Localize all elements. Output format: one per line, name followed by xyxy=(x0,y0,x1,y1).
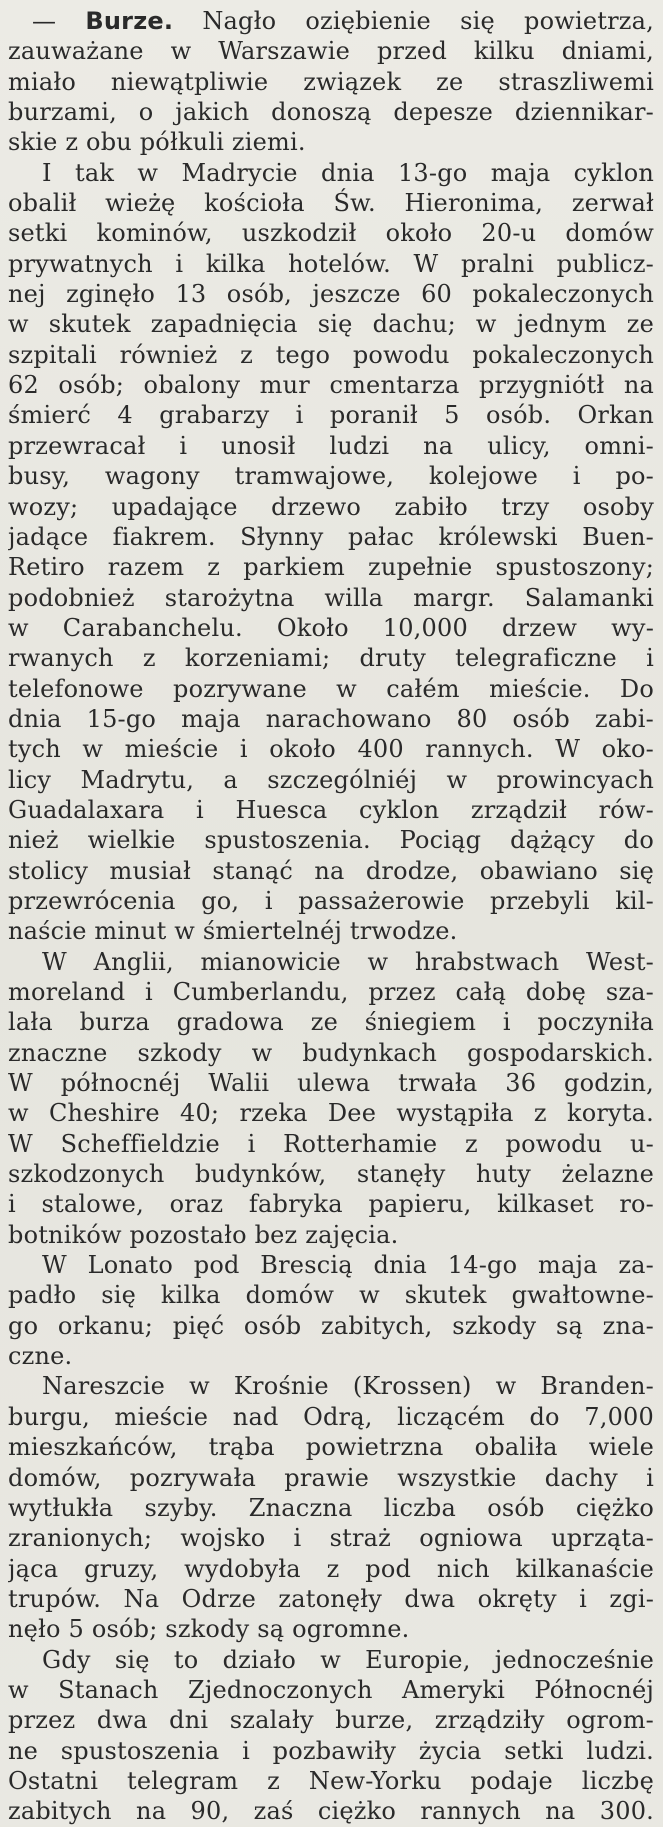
article-line: wozy; upadające drzewo zabiło trzy osoby xyxy=(8,492,654,521)
article-heading: Burze. xyxy=(85,7,174,35)
article-line: jadące fiakrem. Słynny pałac królewski Buen- xyxy=(8,522,654,551)
article-line: w Cheshire 40; rzeka Dee wystąpiła z koryta. xyxy=(8,1099,654,1128)
article-line: burgu, mieście nad Odrą, liczącém do 7,000 xyxy=(8,1402,654,1431)
article-line: nęło 5 osób; szkody są ogromne. xyxy=(8,1615,410,1644)
article-line: stolicy musiał stanąć na drodze, obawiano się xyxy=(8,856,654,885)
article-line: przez dwa dni szalały burze, zrządziły ogrom- xyxy=(8,1706,654,1735)
article-line: miało niewątpliwie związek ze straszliwemi xyxy=(8,67,654,96)
article-line: mieszkańców, trąba powietrzna obaliła wiele xyxy=(8,1433,654,1462)
article-line: naście minut w śmiertelnéj trwodze. xyxy=(8,917,458,946)
article-line: znaczne szkody w budynkach gospodarskich. xyxy=(8,1038,654,1067)
article-line: szpitali również z tego powodu pokaleczonych xyxy=(8,340,654,369)
article-line: w Stanach Zjednoczonych Ameryki Północnéj xyxy=(8,1675,654,1704)
article-line: rwanych z korzeniami; druty telegraficzne i xyxy=(8,644,654,673)
article-line: w skutek zapadnięcia się dachu; w jednym ze xyxy=(8,310,654,339)
article-line: domów, pozrywała prawie wszystkie dachy i xyxy=(8,1463,654,1492)
article-line: busy, wagony tramwajowe, kolejowe i po- xyxy=(8,462,654,491)
article-line: przewracał i unosił ludzi na ulicy, omni- xyxy=(8,431,654,460)
article-line: ne spustoszenia i pozbawiły życia setki ludzi. xyxy=(8,1736,654,1765)
paragraph-krosno xyxy=(8,1371,654,1644)
article-line: szkodzonych budynków, stanęły huty żelazne xyxy=(8,1160,654,1189)
article-line: W Lonato pod Brescią dnia 14-go maja za- xyxy=(42,1251,654,1280)
article-line: 62 osób; obalony mur cmentarza przygniótł na xyxy=(8,371,654,400)
article-line: w Carabanchelu. Około 10,000 drzew wy- xyxy=(8,613,654,642)
paragraph-intro xyxy=(8,6,654,158)
article-line: nej zginęło 13 osób, jeszcze 60 pokaleczonych xyxy=(8,280,654,309)
article-line: czne. xyxy=(8,1342,73,1371)
article-line: trupów. Na Odrze zatonęły dwa okręty i zgi- xyxy=(8,1584,654,1613)
article-line: W Scheffieldzie i Rotterhamie z powodu u- xyxy=(8,1129,654,1158)
article-line: Nareszcie w Krośnie (Krossen) w Branden- xyxy=(42,1372,654,1401)
article-line xyxy=(8,6,654,36)
paragraph-lonato xyxy=(8,1250,654,1371)
article-line: skie z obu półkuli ziemi. xyxy=(8,128,306,157)
article-line: moreland i Cumberlandu, przez całą dobę sza- xyxy=(8,978,654,1006)
article-line: zabitych na 90, zaś ciężko rannych na 300. xyxy=(8,1797,654,1826)
paragraph-madrid xyxy=(8,158,654,947)
article-line: jąca gruzy, wydobyła z pod nich kilkanaście xyxy=(8,1554,654,1583)
article-line: wytłukła szyby. Znaczna liczba osób ciężko xyxy=(8,1493,654,1522)
article-line: obalił wieżę kościoła Św. Hieronima, zerwał xyxy=(8,189,654,218)
article-line: zranionych; wojsko i straż ogniowa uprząta- xyxy=(8,1524,654,1553)
article-line: dnia 15-go maja narachowano 80 osób zabi- xyxy=(8,704,654,733)
article-line: W północnéj Walii ulewa trwała 36 godzin, xyxy=(8,1069,654,1098)
article-line: przewrócenia go, i passażerowie przebyli kil- xyxy=(8,886,654,915)
article-burze xyxy=(8,6,654,1827)
em-dash: — xyxy=(32,7,57,35)
article-line: licy Madrytu, a szczególniéj w prowincyach xyxy=(8,765,654,794)
article-line: W Anglii, mianowicie w hrabstwach West- xyxy=(42,947,654,976)
article-line: tych w mieście i około 400 rannych. W oko- xyxy=(8,735,654,764)
article-line: go orkanu; pięć osób zabitych, szkody są zna- xyxy=(8,1311,654,1340)
article-line: Gdy się to działo w Europie, jednocześnie xyxy=(42,1645,654,1674)
article-line: lała burza gradowa ze śniegiem i poczyniła xyxy=(8,1008,654,1037)
article-line: Guadalaxara i Huesca cyklon zrządził rów- xyxy=(8,795,654,824)
paragraph-america xyxy=(8,1645,654,1827)
article-line: podobnież starożytna willa margr. Salamanki xyxy=(8,583,654,612)
article-line: śmierć 4 grabarzy i poranił 5 osób. Orkan xyxy=(8,401,654,430)
article-line: botników pozostało bez zajęcia. xyxy=(8,1220,399,1249)
article-line: prywatnych i kilka hotelów. W pralni publicz- xyxy=(8,249,654,278)
article-line: zauważane w Warszawie przed kilku dniami, xyxy=(8,37,654,66)
article-line: Retiro razem z parkiem zupełnie spustoszony; xyxy=(8,553,654,582)
article-line: i stalowe, oraz fabryka papieru, kilkaset ro- xyxy=(8,1190,654,1219)
article-line: I tak w Madrycie dnia 13-go maja cyklon xyxy=(42,158,654,187)
article-line: nież wielkie spustoszenia. Pociąg dążący do xyxy=(8,826,654,855)
article-line: setki kominów, uszkodził około 20-u domów xyxy=(8,219,654,248)
article-line: padło się kilka domów w skutek gwałtowne- xyxy=(8,1281,654,1310)
article-line: burzami, o jakich donoszą depesze dziennikar- xyxy=(8,98,654,127)
article-line: telefonowe pozrywane w całém mieście. Do xyxy=(8,674,654,703)
paragraph-england xyxy=(8,947,654,1250)
line-text: Nagło oziębienie się powietrza, xyxy=(202,7,654,35)
article-line: Ostatni telegram z New-Yorku podaje liczbę xyxy=(8,1766,654,1795)
